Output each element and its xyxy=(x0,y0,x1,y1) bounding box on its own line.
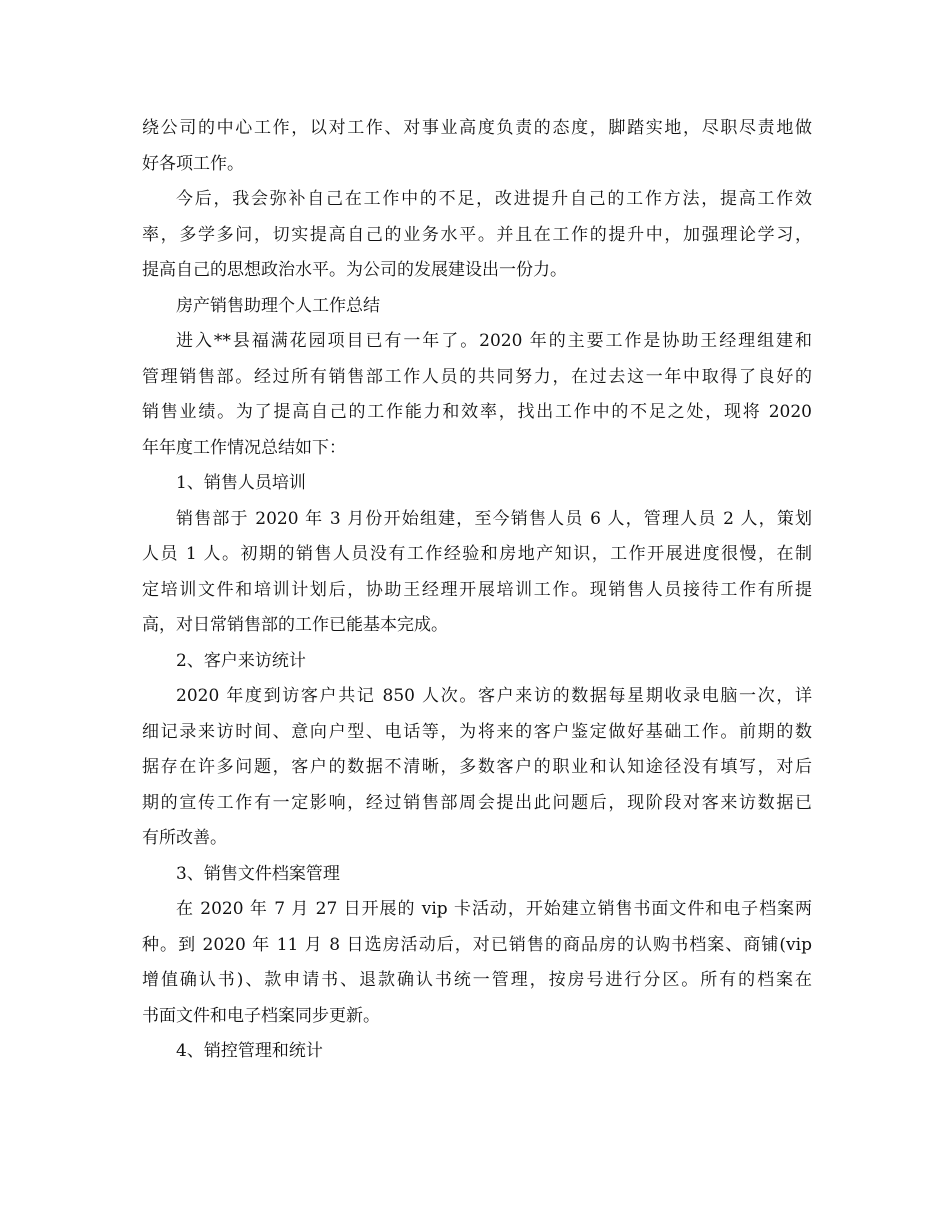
text-line: 有所改善。 xyxy=(142,828,227,848)
paragraph xyxy=(142,857,812,893)
text-line: 提高自己的思想政治水平。为公司的发展建设出一份力。 xyxy=(142,260,567,280)
paragraph xyxy=(142,502,812,644)
text-line: 率，多学多问，切实提高自己的业务水平。并且在工作的提升中，加强理论学习， xyxy=(142,224,812,245)
text-line: 种。到 2020 年 11 月 8 日选房活动后，对已销售的商品房的认购书档案、商铺(vip xyxy=(142,934,812,955)
paragraph xyxy=(142,1034,812,1070)
text-line: 3、销售文件档案管理 xyxy=(176,863,340,884)
text-line: 管理销售部。经过所有销售部工作人员的共同努力，在过去这一年中取得了良好的 xyxy=(142,366,812,387)
text-line: 好各项工作。 xyxy=(142,153,244,174)
document-page xyxy=(142,111,812,1070)
text-line: 据存在许多问题，客户的数据不清晰，多数客户的职业和认知途径没有填写，对后 xyxy=(142,757,812,777)
text-line: 销售部于 2020 年 3 月份开始组建，至今销售人员 6 人，管理人员 2 人，策划 xyxy=(176,508,812,529)
text-line: 细记录来访时间、意向户型、电话等，为将来的客户鉴定做好基础工作。前期的数 xyxy=(142,721,812,742)
text-line: 绕公司的中心工作，以对工作、对事业高度负责的态度，脚踏实地，尽职尽责地做 xyxy=(142,118,812,138)
text-line: 今后，我会弥补自己在工作中的不足，改进提升自己的工作方法，提高工作效 xyxy=(176,189,812,209)
text-line: 1、销售人员培训 xyxy=(176,473,306,493)
text-line: 房产销售助理个人工作总结 xyxy=(176,295,380,316)
paragraph xyxy=(142,679,812,857)
paragraph xyxy=(142,182,812,289)
text-line: 年年度工作情况总结如下： xyxy=(142,437,346,458)
paragraph xyxy=(142,324,812,466)
text-line: 定培训文件和培训计划后，协助王经理开展培训工作。现销售人员接待工作有所提 xyxy=(142,579,812,600)
paragraph xyxy=(142,644,812,680)
text-line: 进入**县福满花园项目已有一年了。2020 年的主要工作是协助王经理组建和 xyxy=(176,331,812,351)
text-line: 书面文件和电子档案同步更新。 xyxy=(142,1005,380,1026)
text-line: 销售业绩。为了提高自己的工作能力和效率，找出工作中的不足之处，现将 2020 xyxy=(142,402,812,422)
text-line: 在 2020 年 7 月 27 日开展的 vip 卡活动，开始建立销售书面文件和电子档案两 xyxy=(176,899,812,919)
text-line: 期的宣传工作有一定影响，经过销售部周会提出此问题后，现阶段对客来访数据已 xyxy=(142,792,812,813)
text-line: 4、销控管理和统计 xyxy=(176,1041,323,1061)
paragraph xyxy=(142,111,812,182)
text-line: 2、客户来访统计 xyxy=(176,650,306,671)
text-line: 高，对日常销售部的工作已能基本完成。 xyxy=(142,615,448,635)
text-line: 增值确认书)、款申请书、退款确认书统一管理，按房号进行分区。所有的档案在 xyxy=(142,970,812,990)
paragraph xyxy=(142,289,812,325)
text-line: 人员 1 人。初期的销售人员没有工作经验和房地产知识，工作开展进度很慢，在制 xyxy=(142,544,812,564)
paragraph xyxy=(142,892,812,1034)
paragraph xyxy=(142,466,812,502)
text-line: 2020 年度到访客户共记 850 人次。客户来访的数据每星期收录电脑一次，详 xyxy=(176,686,812,706)
